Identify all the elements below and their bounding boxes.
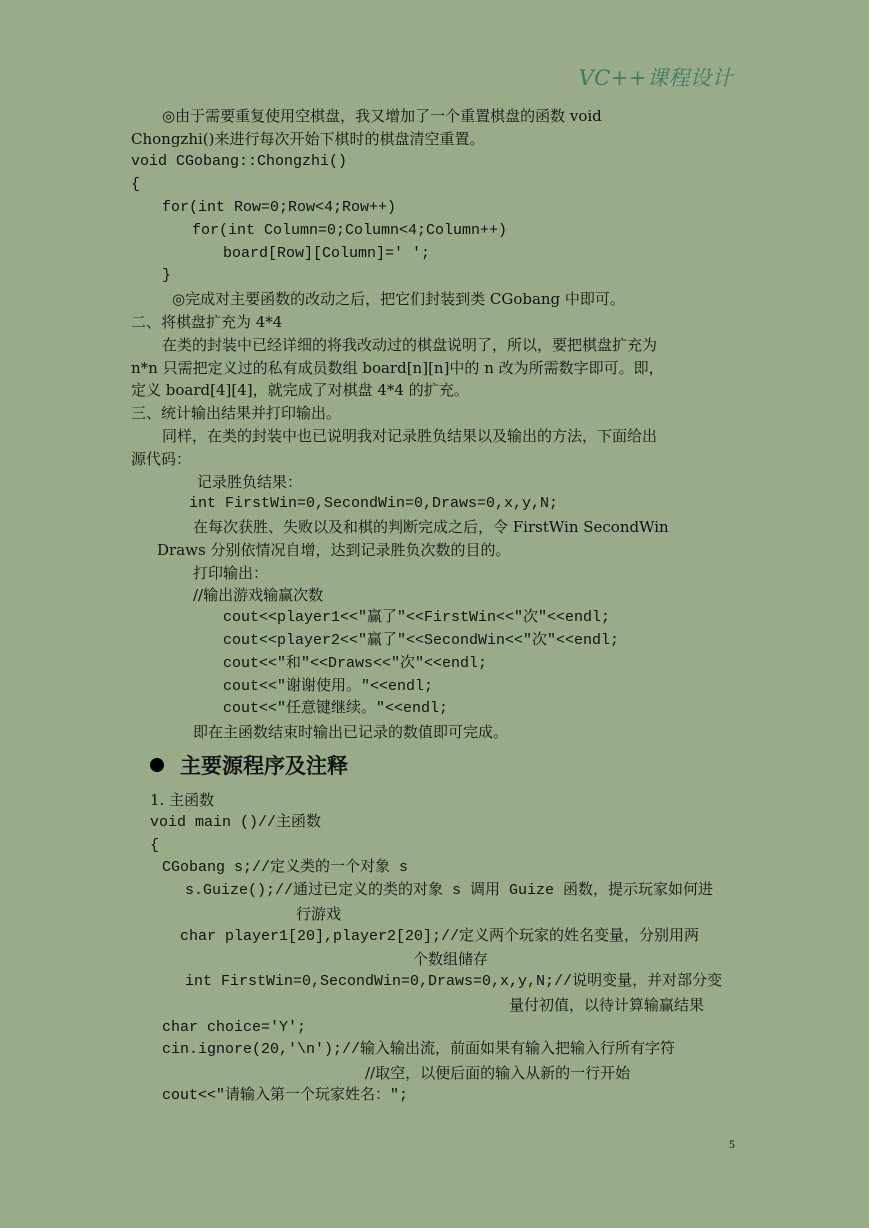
text-line: n*n 只需把定义过的私有成员数组 board[n][n]中的 n 改为所需数字即可。即， xyxy=(131,359,664,377)
text-line: 同样，在类的封装中也已说明我对记录胜负结果以及输出的方法，下面给出 xyxy=(162,427,658,445)
code-line: } xyxy=(162,267,172,284)
subsection-title: 1. 主函数 xyxy=(150,791,215,809)
code-line: cout<<player2<<"赢了"<<SecondWin<<"次"<<endl; xyxy=(223,632,620,649)
code-line: { xyxy=(131,176,141,193)
code-line: int FirstWin=0,SecondWin=0,Draws=0,x,y,N;//说明变量，并对部分变 xyxy=(185,973,723,990)
code-line: cout<<"任意键继续。"<<endl; xyxy=(223,700,449,717)
text-line: ◎完成对主要函数的改动之后，把它们封装到类 CGobang 中即可。 xyxy=(172,290,625,308)
code-line: int FirstWin=0,SecondWin=0,Draws=0,x,y,N; xyxy=(189,495,559,512)
text-line: ◎由于需要重复使用空棋盘，我又增加了一个重置棋盘的函数 void xyxy=(162,107,602,125)
code-line: void CGobang::Chongzhi() xyxy=(131,153,348,170)
section-title: 二、将棋盘扩充为 4*4 xyxy=(131,313,283,331)
text-line: 在每次获胜、失败以及和棋的判断完成之后，令 FirstWin SecondWin xyxy=(193,518,669,536)
code-line: char player1[20],player2[20];//定义两个玩家的姓名变量，分别用两 xyxy=(180,928,700,945)
code-line: //取空，以便后面的输入从新的一行开始 xyxy=(365,1064,631,1082)
section-title: 三、统计输出结果并打印输出。 xyxy=(131,404,342,422)
code-line: cin.ignore(20,'\n');//输入输出流，前面如果有输入把输入行所有字符 xyxy=(162,1041,676,1058)
text-line: 打印输出： xyxy=(193,564,269,582)
header-title: VC++课程设计 xyxy=(578,66,733,90)
code-line: char choice='Y'; xyxy=(162,1019,307,1036)
code-line: CGobang s;//定义类的一个对象 s xyxy=(162,859,409,876)
code-line: for(int Row=0;Row<4;Row++) xyxy=(162,199,397,216)
code-line: board[Row][Column]=' '; xyxy=(223,245,431,262)
text-line: Chongzhi()来进行每次开始下棋时的棋盘清空重置。 xyxy=(131,130,485,148)
code-line: cout<<"谢谢使用。"<<endl; xyxy=(223,678,434,695)
code-comment: //输出游戏输赢次数 xyxy=(193,586,324,604)
code-line: 量付初值，以待计算输赢结果 xyxy=(509,996,705,1014)
text-line: Draws 分别依情况自增，达到记录胜负次数的目的。 xyxy=(157,541,511,559)
bullet-icon xyxy=(150,758,164,772)
code-line: for(int Column=0;Column<4;Column++) xyxy=(192,222,508,239)
code-line: 行游戏 xyxy=(296,905,342,923)
section-heading: 主要源程序及注释 xyxy=(180,754,348,778)
text-line: 在类的封装中已经详细的将我改动过的棋盘说明了，所以，要把棋盘扩充为 xyxy=(162,336,658,354)
code-line: s.Guize();//通过已定义的类的对象 s 调用 Guize 函数，提示玩家如何进 xyxy=(185,882,714,899)
text-line: 源代码： xyxy=(131,450,192,468)
code-line: 个数组储存 xyxy=(413,950,489,968)
code-line: { xyxy=(150,837,160,854)
code-line: cout<<"和"<<Draws<<"次"<<endl; xyxy=(223,655,488,672)
page-number: 5 xyxy=(729,1137,735,1151)
code-line: cout<<"请输入第一个玩家姓名："; xyxy=(162,1087,409,1104)
text-line: 即在主函数结束时输出已记录的数值即可完成。 xyxy=(193,723,509,741)
text-line: 定义 board[4][4]，就完成了对棋盘 4*4 的扩充。 xyxy=(131,381,469,399)
text-line: 记录胜负结果： xyxy=(197,473,303,491)
code-line: void main ()//主函数 xyxy=(150,814,322,831)
code-line: cout<<player1<<"赢了"<<FirstWin<<"次"<<endl; xyxy=(223,609,611,626)
